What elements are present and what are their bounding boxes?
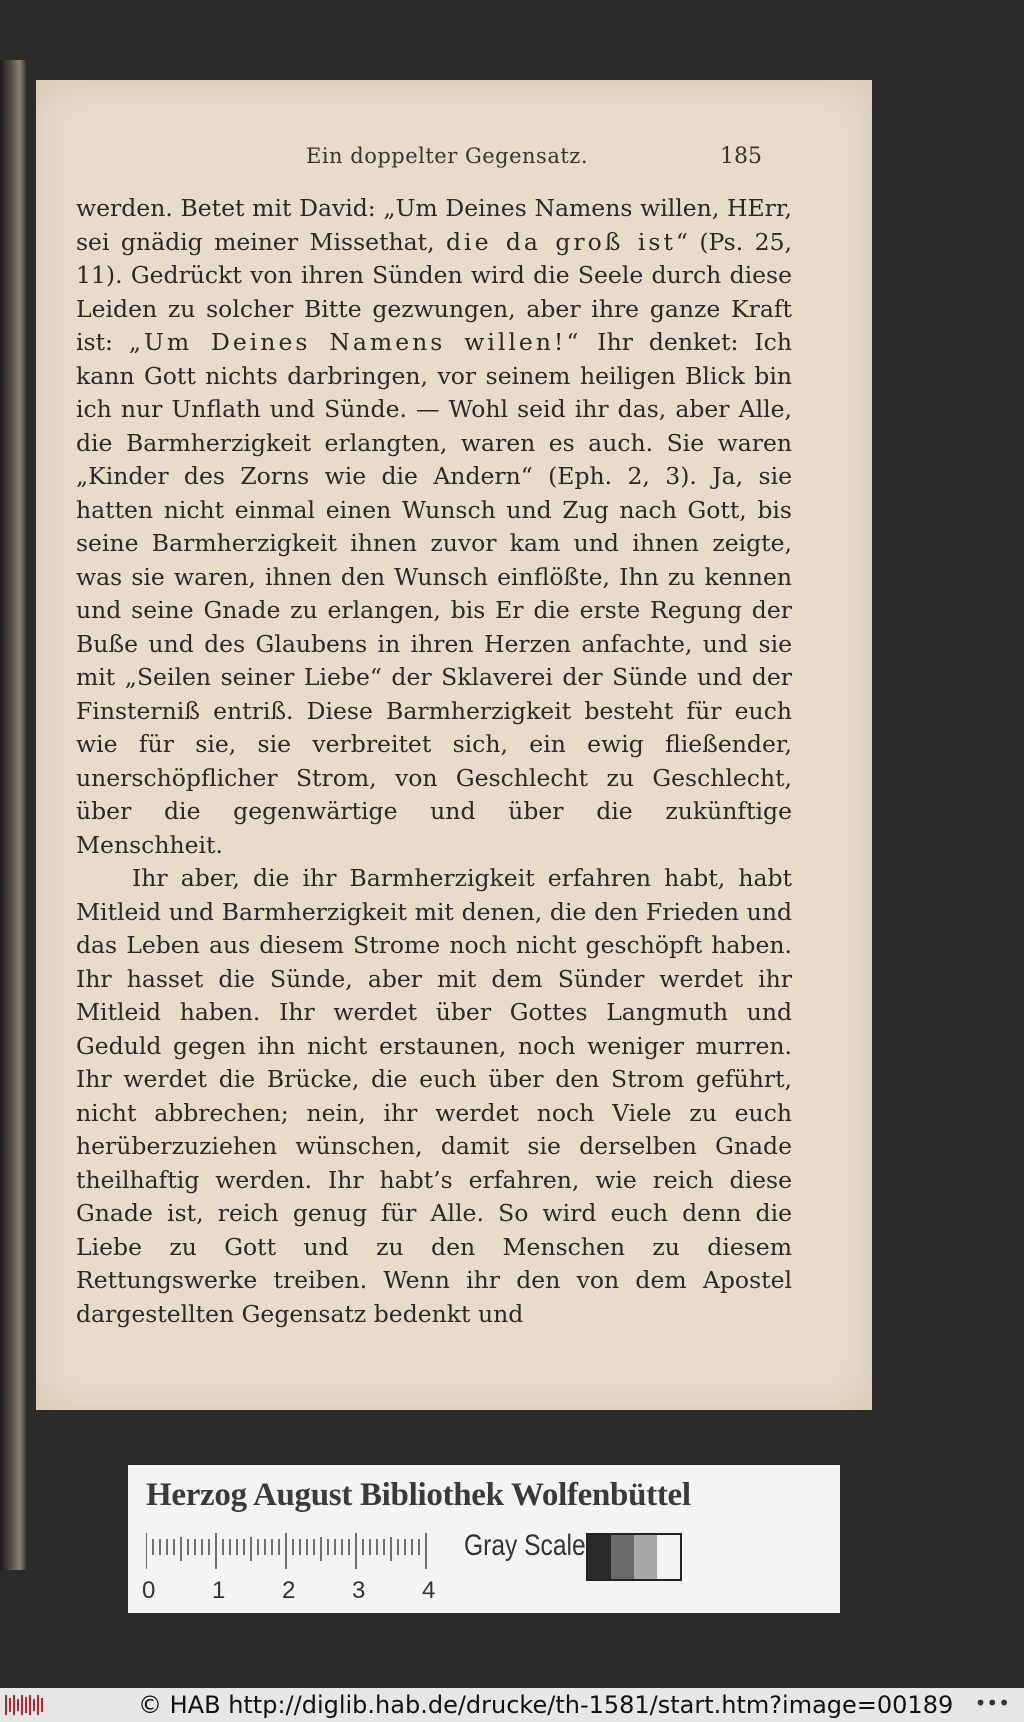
more-dots-icon[interactable]: •••: [974, 1691, 1010, 1715]
paragraph-2: [76, 862, 792, 1331]
ruler-ticks: [146, 1525, 436, 1575]
book-spine-edge: [0, 60, 26, 1570]
gray-swatch: [634, 1535, 657, 1579]
measurement-ruler: [142, 1525, 446, 1609]
institution-name: Herzog August Bibliothek Wolfenbüttel: [146, 1477, 691, 1513]
viewer-footer: [0, 1688, 1024, 1722]
gray-scale-swatches: [586, 1533, 682, 1581]
running-title: Ein doppelter Gegensatz.: [306, 144, 589, 168]
paragraph-1: [76, 192, 792, 862]
emphasized-text-run: die da groß ist: [446, 227, 676, 256]
gray-swatch: [611, 1535, 634, 1579]
gray-swatch: [657, 1535, 680, 1579]
text-run: werden. Betet mit David: „Um Deines Namens willen, HErr, sei gnädig meiner Missethat,: [76, 194, 792, 256]
text-run: “ (Ps. 25, 11). Gedrückt von ihren Sünden wird die Seele durch diese Leiden zu solcher Bitte gezwungen, aber ihre ganze Kraft ist:: [76, 227, 792, 356]
ruler-label: 2: [282, 1577, 296, 1604]
ruler-label: 0: [142, 1577, 156, 1604]
text-run: Ihr denket: Ich kann Gott nichts darbringen, vor seinem heiligen Blick bin ich nur Unflath und Sünde. — Wohl seid ihr das, aber Alle, die Barmherzigkeit erlangten, waren es auch. Sie waren „Kinder des Zorns wie die Andern“ (Eph. 2, 3). Ja, sie hatten nicht einmal einen Wunsch und Zug nach Gott, bis seine Barmherzigkeit ihnen zuvor kam und ihnen zeigte, was sie waren, ihnen den Wunsch einflößte, Ihn zu kennen und seine Gnade zu erlangen, bis Er die erste Regung der Buße und des Glaubens in ihren Herzen anfachte, und sie mit „Seilen seiner Liebe“ der Sklaverei der Sünde und der Finsterniß entriß. Diese Barmherzigkeit besteht für euch wie für sie, sie verbreitet sich, ein ewig fließender, unerschöpflicher Strom, von Geschlecht zu Geschlecht, über die gegenwärtige und über die zukünftige Menschheit.: [76, 328, 792, 859]
ruler-label: 3: [352, 1577, 366, 1604]
gray-swatch: [588, 1535, 611, 1579]
body-text: [76, 192, 792, 1331]
hab-logo-icon: [4, 1693, 46, 1717]
book-page: [36, 80, 872, 1410]
scan-reference-card: [128, 1465, 840, 1613]
emphasized-text-run: „Um Deines Namens willen!“: [128, 328, 582, 356]
page-header: [36, 144, 872, 178]
ruler-label: 1: [212, 1577, 226, 1604]
text-run: Ihr aber, die ihr Barmherzigkeit erfahren habt, habt Mitleid und Barmherzigkeit mit denen, die den Frieden und das Leben aus diesem Strome noch nicht geschöpft haben. Ihr hasset die Sünde, aber mit dem Sünder werdet ihr Mitleid haben. Ihr werdet über Gottes Langmuth und Geduld gegen ihn nicht erstaunen, noch weniger murren. Ihr werdet die Brücke, die euch über den Strom geführt, nicht abbrechen; nein, ihr werdet noch Viele zu euch herüberzuziehen wünschen, damit sie derselben Gnade theilhaftig werden. Ihr habt’s erfahren, wie reich diese Gnade ist, reich genug für Alle. So wird euch denn die Liebe zu Gott und zu den Menschen zu diesem Rettungswerke treiben. Wenn ihr den von dem Apostel dargestellten Gegensatz bedenkt und: [76, 864, 792, 1328]
gray-scale-label: Gray Scale: [464, 1529, 586, 1562]
copyright-link[interactable]: © HAB http://diglib.hab.de/drucke/th-1581/start.htm?image=00189: [138, 1691, 954, 1719]
page-number: 185: [720, 144, 762, 169]
ruler-label: 4: [422, 1577, 436, 1604]
